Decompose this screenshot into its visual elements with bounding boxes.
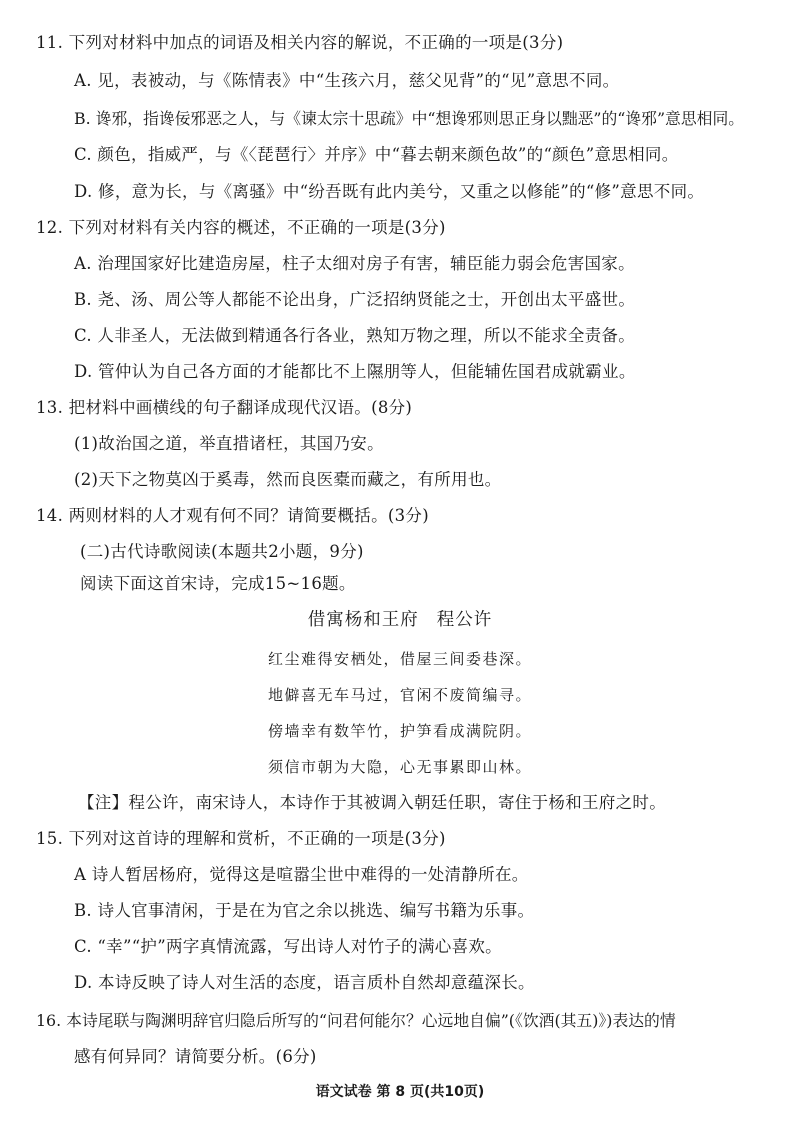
- q15-option-c: C. “幸”“护”两字真情流露，写出诗人对竹子的满心喜欢。: [74, 937, 502, 956]
- q11-option-a: A. 见，表被动，与《陈情表》中“生孩六月，慈父见背”的“见”意思不同。: [74, 71, 620, 90]
- q16-stem-line-2: 感有何异同？请简要分析。(6分): [74, 1047, 317, 1066]
- q12-option-b: B. 尧、汤、周公等人都能不论出身，广泛招纳贤能之士，开创出太平盛世。: [74, 290, 636, 309]
- q14-stem: 14. 两则材料的人才观有何不同？请简要概括。(3分): [36, 506, 429, 525]
- q11-option-c: C. 颜色，指威严，与《〈琵琶行〉并序》中“暮去朝来颜色故”的“颜色”意思相同。: [74, 145, 679, 164]
- q12-option-d: D. 管仲认为自己各方面的才能都比不上隰朋等人，但能辅佐国君成就霸业。: [74, 362, 636, 381]
- poem-title-line: [0, 609, 800, 631]
- section-heading: (二)古代诗歌阅读(本题共2小题，9分): [80, 542, 364, 561]
- q11-option-d: D. 修，意为长，与《离骚》中“纷吾既有此内美兮，又重之以修能”的“修”意思不同。: [74, 182, 705, 201]
- poem-line-2: 地僻喜无车马过，官闲不废简编寻。: [267, 686, 532, 704]
- q15-stem: 15. 下列对这首诗的理解和赏析，不正确的一项是(3分): [36, 829, 446, 848]
- q15-option-d: D. 本诗反映了诗人对生活的态度，语言质朴自然却意蕴深长。: [74, 973, 535, 992]
- section-instruction: 阅读下面这首宋诗，完成15~16题。: [80, 574, 356, 593]
- q13-stem: 13. 把材料中画横线的句子翻译成现代汉语。(8分): [36, 398, 413, 417]
- q11-stem: 11. 下列对材料中加点的词语及相关内容的解说，不正确的一项是(3分): [36, 33, 564, 52]
- q13-sentence-1: (1)故治国之道，举直措诸枉，其国乃安。: [74, 434, 384, 453]
- q16-stem-line-1: 16. 本诗尾联与陶渊明辞官归隐后所写的“问君何能尔？心远地自偏”(《饮酒(其五)》)表达的情: [36, 1011, 676, 1030]
- poem-author: 程公许: [436, 610, 493, 630]
- page-footer: 语文试卷 第 8 页(共10页): [315, 1084, 485, 1100]
- poem-title: 借寓杨和王府: [307, 610, 419, 630]
- poem-line-3: 傍墙幸有数竿竹，护笋看成满院阴。: [267, 722, 532, 740]
- q12-stem: 12. 下列对材料有关内容的概述，不正确的一项是(3分): [36, 218, 446, 237]
- poem-line-1: 红尘难得安栖处，借屋三间委巷深。: [267, 650, 532, 668]
- q11-option-b: B. 谗邪，指谗佞邪恶之人，与《谏太宗十思疏》中“想谗邪则思正身以黜恶”的“谗邪”意思相同。: [74, 109, 745, 128]
- q15-option-a: A 诗人暂居杨府，觉得这是喧嚣尘世中难得的一处清静所在。: [74, 865, 529, 884]
- q15-option-b: B. 诗人官事清闲，于是在为官之余以挑选、编写书籍为乐事。: [74, 901, 535, 920]
- q12-option-a: A. 治理国家好比建造房屋，柱子太细对房子有害，辅臣能力弱会危害国家。: [74, 254, 635, 273]
- q12-option-c: C. 人非圣人，无法做到精通各行各业，熟知万物之理，所以不能求全责备。: [74, 326, 636, 345]
- poem-note: 【注】程公许，南宋诗人，本诗作于其被调入朝廷任职，寄住于杨和王府之时。: [78, 793, 666, 812]
- q13-sentence-2: (2)天下之物莫凶于奚毒，然而良医橐而藏之，有所用也。: [74, 470, 502, 489]
- poem-line-4: 须信市朝为大隐，心无事累即山林。: [267, 758, 532, 776]
